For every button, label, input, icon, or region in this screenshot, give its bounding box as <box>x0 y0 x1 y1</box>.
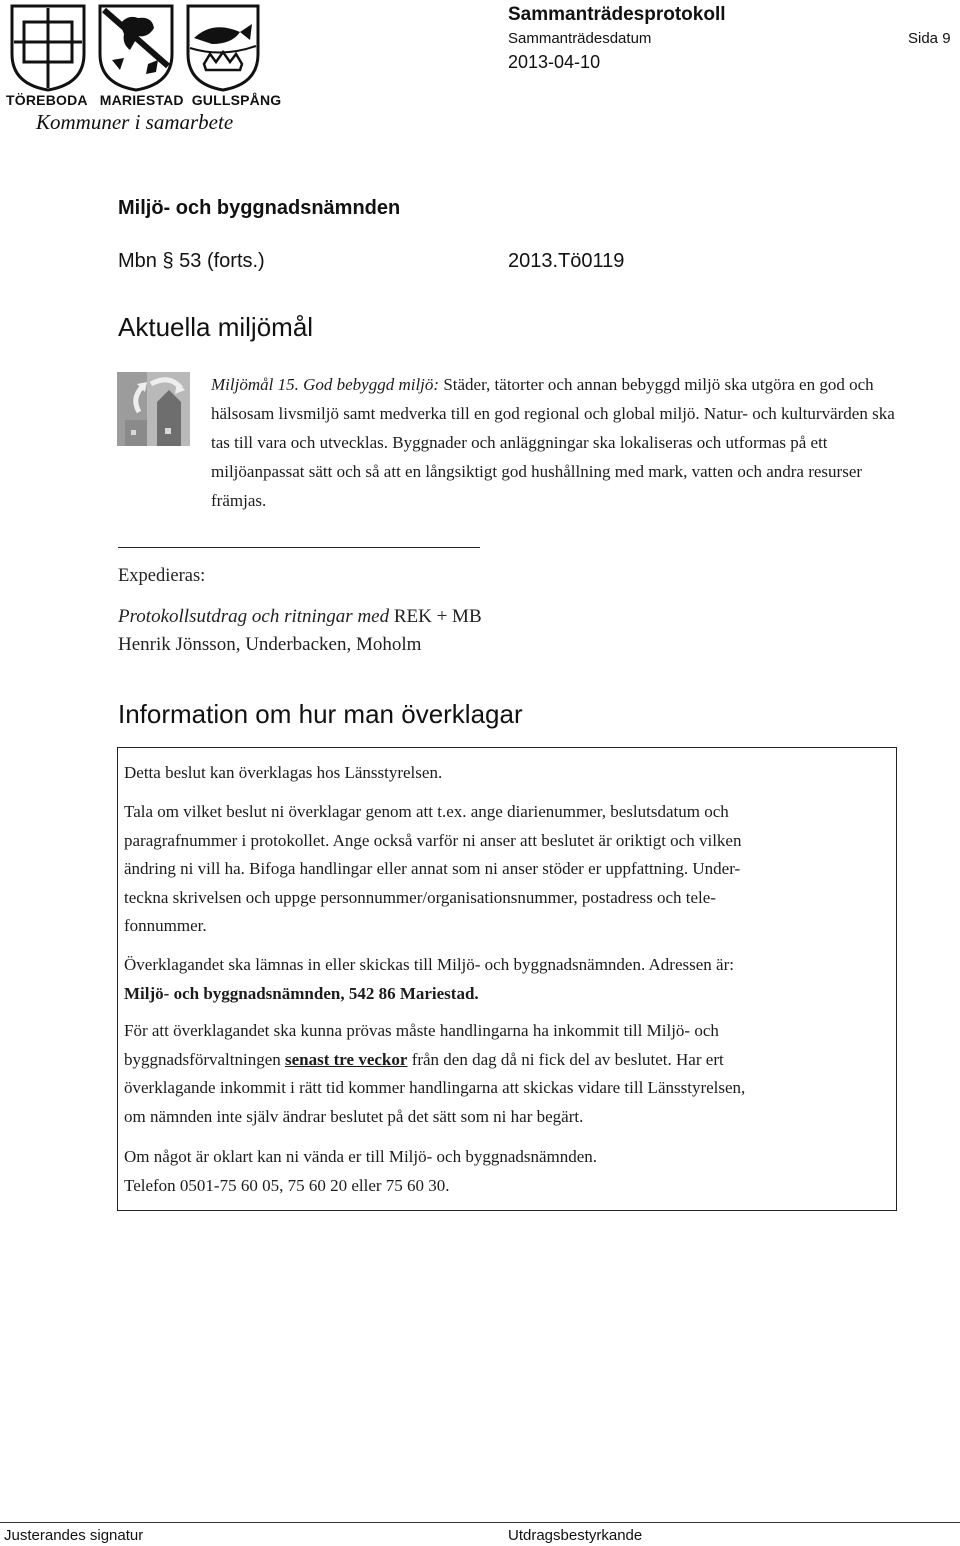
appeal-p2-line-5: fonnummer. <box>124 916 207 935</box>
appeal-deadline: senast tre veckor <box>285 1049 408 1069</box>
meeting-date-label: Sammanträdesdatum <box>508 30 652 47</box>
appeal-phone: Telefon 0501-75 60 05, 75 60 20 eller 75 60 30. <box>124 1175 450 1195</box>
appeal-paragraph-2 <box>124 798 884 941</box>
footer-signature-label: Justerandes signatur <box>4 1527 144 1544</box>
goal-description: Städer, tätorter och annan bebyggd miljö ska utgöra en god och hälsosam livsmiljö samt medverka till en god regional och global miljö. Natur- och kulturvärden ska tas till vara och utvecklas. Byggnader och anläggningar ska lokaliseras och utformas på ett miljöanpassat sätt och så att en långsiktigt god hushållning med mark, vatten och andra resurser främjas. <box>211 375 895 510</box>
separator-line <box>118 547 480 548</box>
appeal-info-title: Information om hur man överklagar <box>118 699 523 729</box>
goal-label: Miljömål 15. God bebyggd miljö: <box>211 375 440 394</box>
appeal-p4-line-1: För att överklagandet ska kunna prövas måste handlingarna ha inkommit till Miljö- och <box>124 1021 719 1040</box>
appeal-p4-line-3: överklagande inkommit i rätt tid kommer handlingarna att skickas vidare till Länsstyrelsen, <box>124 1078 746 1097</box>
case-number: 2013.Tö0119 <box>508 250 625 272</box>
committee-name: Miljö- och byggnadsnämnden <box>118 197 401 219</box>
appeal-p4-line-2 <box>124 1046 884 1075</box>
appeal-p4-line-2-post: från den dag då ni fick del av beslutet. Har ert <box>407 1049 724 1069</box>
document-type: Sammanträdesprotokoll <box>508 4 726 25</box>
paragraph-reference: Mbn § 53 (forts.) <box>118 250 265 272</box>
appeal-p2-line-4: teckna skrivelsen och uppge personnummer/organisationsnummer, postadress och tele- <box>124 887 716 907</box>
municipal-crests-logo <box>8 4 260 92</box>
section-title: Aktuella miljömål <box>118 312 314 342</box>
environmental-goal-text <box>211 370 911 515</box>
toreboda-crest-icon <box>12 6 84 90</box>
appeal-p5-line-1: Om något är oklart kan ni vända er till Miljö- och byggnadsnämnden. <box>124 1147 598 1166</box>
dispatch-line-1-italic: Protokollsutdrag och ritningar med <box>118 606 390 627</box>
appeal-p3-line-1: Överklagandet ska lämnas in eller skickas till Miljö- och byggnadsnämnden. Adressen är: <box>124 955 734 974</box>
dispatch-line-1-rest: REK + MB <box>389 606 482 627</box>
municipality-names <box>6 92 281 108</box>
page-number: Sida 9 <box>908 30 951 47</box>
appeal-paragraph-5 <box>124 1143 884 1200</box>
footer-certification-label: Utdragsbestyrkande <box>508 1527 643 1544</box>
appeal-p4-line-2-pre: byggnadsförvaltningen <box>124 1049 285 1069</box>
appeal-paragraph-3 <box>124 951 884 1008</box>
dispatch-label: Expedieras: <box>118 566 206 586</box>
meeting-date: 2013-04-10 <box>508 52 601 72</box>
appeal-paragraph-1 <box>124 759 884 788</box>
mariestad-crest-icon <box>100 6 172 90</box>
gullspang-crest-icon <box>188 6 258 90</box>
appeal-p2-line-2: paragrafnummer i protokollet. Ange också varför ni anser att beslutet är oriktigt och vilken <box>124 830 742 850</box>
dispatch-line-1 <box>118 606 482 628</box>
appeal-paragraph-4 <box>124 1017 884 1131</box>
municipality-gullspang: GULLSPÅNG <box>191 92 282 108</box>
appeal-p2-line-3: ändring ni vill ha. Bifoga handlingar eller annat som ni anser stöder er uppfattning. Under- <box>124 859 741 878</box>
footer-rule <box>0 1522 960 1523</box>
tagline: Kommuner i samarbete <box>36 110 234 134</box>
appeal-p1-line: Detta beslut kan överklagas hos Länsstyrelsen. <box>124 763 443 782</box>
dispatch-line-2: Henrik Jönsson, Underbacken, Moholm <box>118 634 422 655</box>
municipality-mariestad: MARIESTAD <box>99 92 184 108</box>
appeal-p2-line-1: Tala om vilket beslut ni överklagar genom att t.ex. ange diarienummer, beslutsdatum och <box>124 802 729 821</box>
municipality-toreboda: TÖREBODA <box>6 92 88 108</box>
appeal-address: Miljö- och byggnadsnämnden, 542 86 Mariestad. <box>124 983 479 1003</box>
appeal-p4-line-4: om nämnden inte själv ändrar beslutet på det sätt som ni har begärt. <box>124 1106 584 1126</box>
city-environment-icon <box>117 372 190 446</box>
